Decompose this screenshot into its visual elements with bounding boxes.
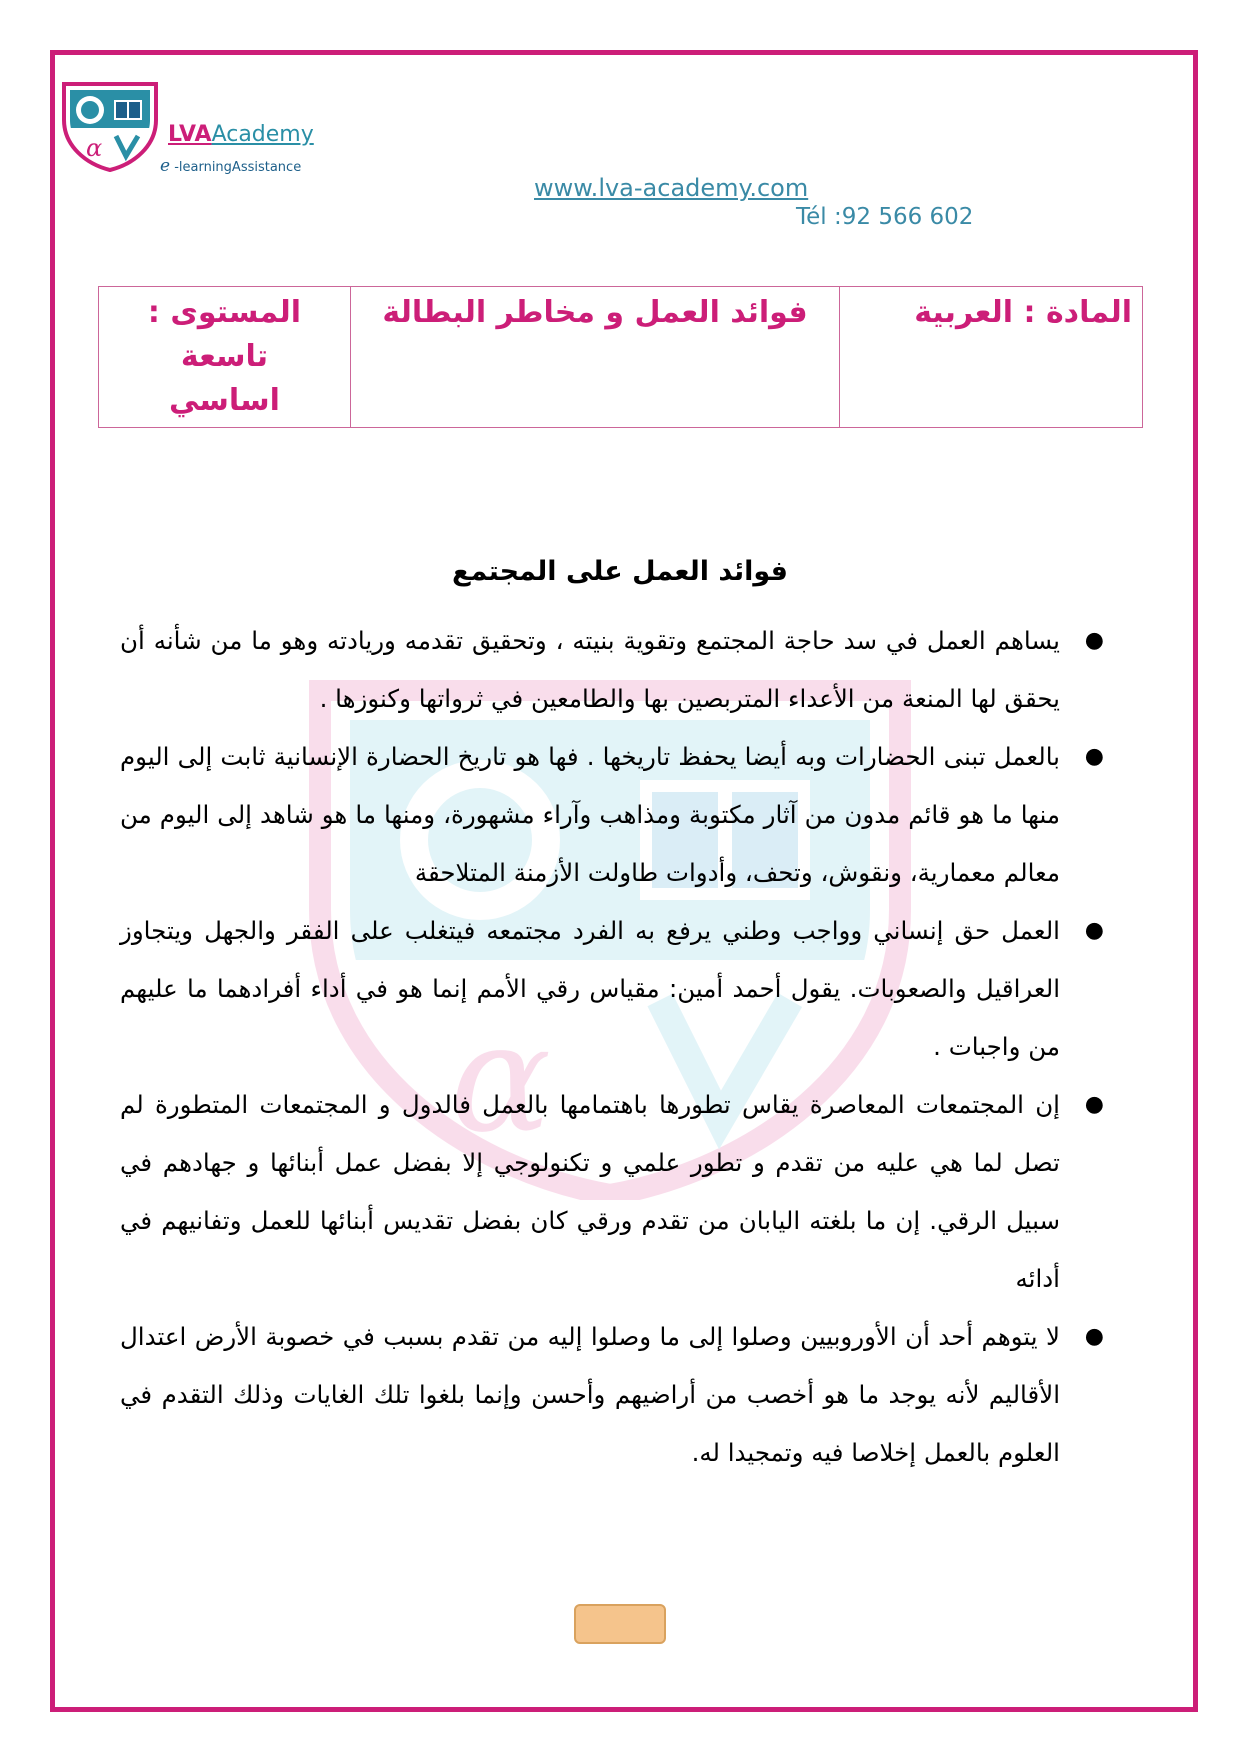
level-line-2: اساسي xyxy=(169,383,280,418)
page-number-tab xyxy=(574,1604,666,1644)
paragraph-text: يساهم العمل في سد حاجة المجتمع وتقوية بنيته ، وتحقيق تقدمه وريادته وهو ما من شأنه أن يحقق لها المنعة من الأعداء المتربصين بها والطامعين في ثرواتها وكنوزها . xyxy=(120,626,1060,713)
subject-cell xyxy=(840,287,1143,428)
svg-text:α: α xyxy=(450,992,552,1166)
svg-text:α: α xyxy=(86,134,103,162)
article-body xyxy=(112,612,1104,1482)
tagline-rest: -learningAssistance xyxy=(170,160,302,175)
list-item xyxy=(120,902,1104,1076)
list-item xyxy=(120,728,1104,902)
level-cell xyxy=(99,287,351,428)
topic-text: فوائد العمل و مخاطر البطالة xyxy=(382,295,808,330)
bullet-icon: ● xyxy=(1084,918,1104,943)
list-item xyxy=(120,1308,1104,1482)
section-title: فوائد العمل على المجتمع xyxy=(452,556,788,587)
paragraph-text: إن المجتمعات المعاصرة يقاس تطورها باهتمامها بالعمل فالدول و المجتمعات المتطورة لم تصل لما هي عليه من تقدم و تطور علمي و تكنولوجي إلا بفضل عمل أبنائها و جهادهم في سبيل الرقي. إن ما بلغته اليابان من تقدم ورقي كان بفضل تقديس أبنائها للعمل وتفانيهم في أدائه xyxy=(120,1090,1060,1293)
level-line-1: المستوى : تاسعة xyxy=(147,295,302,374)
bullet-icon: ● xyxy=(1084,744,1104,769)
list-item xyxy=(120,1076,1104,1308)
bullet-icon: ● xyxy=(1084,628,1104,653)
brand-name xyxy=(168,122,314,148)
phone-number: Tél :92 566 602 xyxy=(796,204,974,230)
tagline-e: e xyxy=(160,156,171,176)
subject-text: المادة : العربية xyxy=(914,295,1132,330)
bullet-icon: ● xyxy=(1084,1324,1104,1349)
lva-academy-logo xyxy=(58,80,162,172)
brand-academy: Academy xyxy=(211,122,314,147)
website-link[interactable]: www.lva-academy.com xyxy=(534,174,809,202)
lesson-header-table xyxy=(98,286,1143,428)
paragraph-text: بالعمل تبنى الحضارات وبه أيضا يحفظ تاريخها . فها هو تاريخ الحضارة الإنسانية ثابت إلى اليوم منها ما هو قائم مدون من آثار مكتوبة ومذاهب وآراء مشهورة، ومنها ما هو شاهد إلى اليوم من معالم معمارية، ونقوش، وتحف، وأدوات طاولت الأزمنة المتلاحقة xyxy=(120,742,1060,887)
list-item xyxy=(120,612,1104,728)
brand-tagline xyxy=(160,156,301,176)
bullet-icon: ● xyxy=(1084,1092,1104,1117)
paragraph-text: لا يتوهم أحد أن الأوروبيين وصلوا إلى ما وصلوا إليه من تقدم بسبب في خصوبة الأرض اعتدال الأقاليم لأنه يوجد ما هو أخصب من أراضيهم وأحسن وإنما بلغوا تلك الغايات وذلك التقدم في العلوم بالعمل إخلاصا فيه وتمجيدا له. xyxy=(120,1322,1060,1467)
brand-lva: LVA xyxy=(168,122,212,147)
topic-cell xyxy=(351,287,840,428)
benefits-list xyxy=(112,612,1104,1482)
paragraph-text: العمل حق إنساني وواجب وطني يرفع به الفرد مجتمعه فيتغلب على الفقر والجهل ويتجاوز العراقيل والصعوبات. يقول أحمد أمين: مقياس رقي الأمم إنما هو في أداء أفرادهما ما عليهم من واجبات . xyxy=(120,916,1060,1061)
